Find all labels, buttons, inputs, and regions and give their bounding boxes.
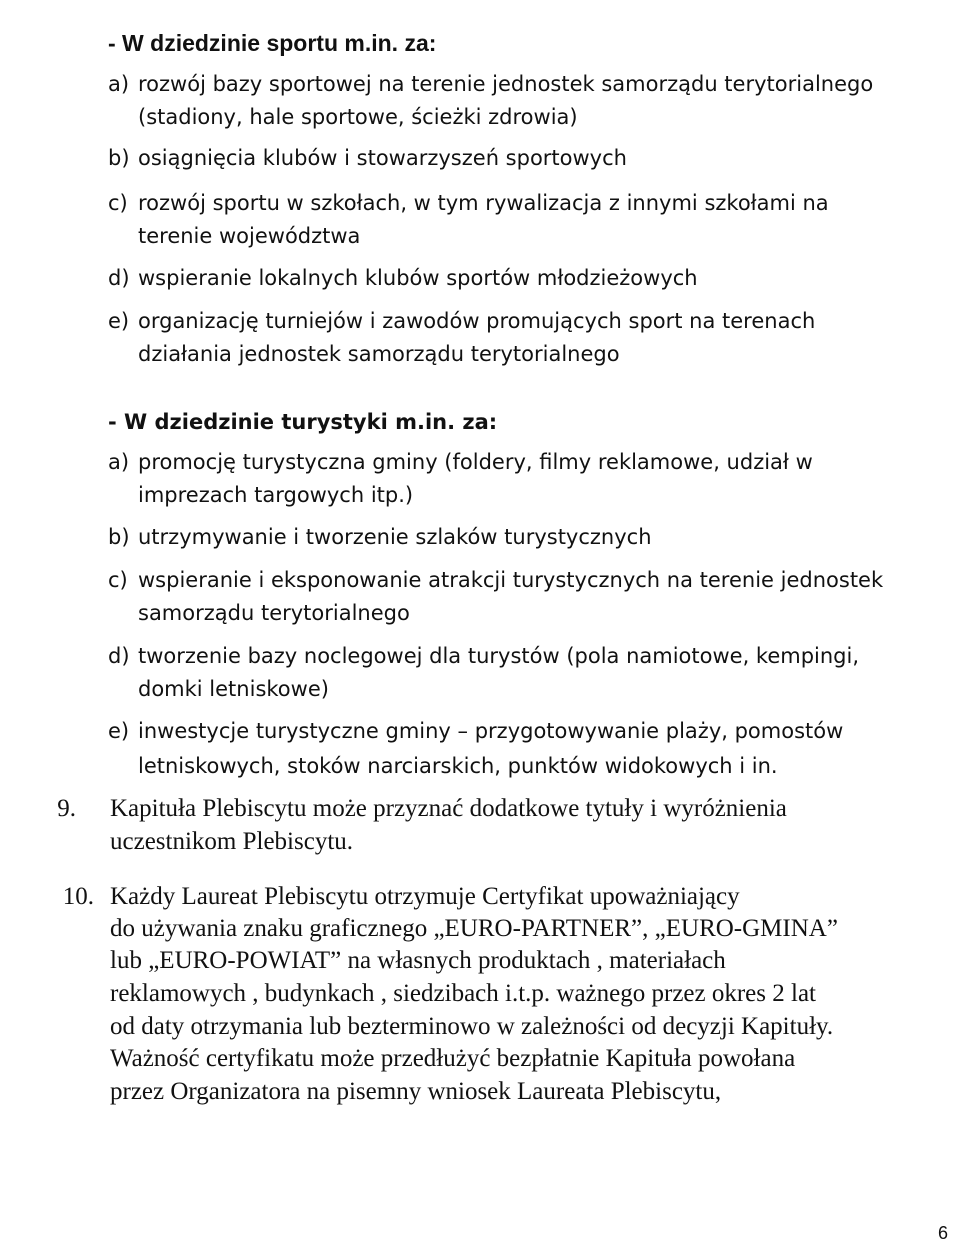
list-label: b) bbox=[108, 146, 130, 170]
point-10-line-2: do używania znaku graficznego „EURO-PARTNER”, „EURO-GMINA” bbox=[110, 915, 838, 942]
sport-item-c-line-2: terenie województwa bbox=[138, 224, 361, 248]
tourism-section-heading: - W dziedzinie turystyki m.in. za: bbox=[108, 410, 498, 434]
tourism-item-e bbox=[108, 715, 940, 748]
sport-section-heading: - W dziedzinie sportu m.in. za: bbox=[108, 30, 437, 56]
tourism-item-a bbox=[108, 446, 940, 479]
tourism-item-c bbox=[108, 564, 940, 597]
list-text: rozwój sportu w szkołach, w tym rywalizacja z innymi szkołami na bbox=[138, 191, 829, 215]
list-label: e) bbox=[108, 309, 130, 333]
sport-item-e bbox=[108, 305, 940, 338]
list-text: tworzenie bazy noclegowej dla turystów (pola namiotowe, kempingi, bbox=[138, 644, 860, 668]
sport-item-b bbox=[108, 142, 940, 175]
tourism-item-a-line-2: imprezach targowych itp.) bbox=[138, 483, 414, 507]
point-10-line-5: od daty otrzymania lub bezterminowo w zależności od decyzji Kapituły. bbox=[110, 1013, 834, 1040]
list-label: c) bbox=[108, 191, 128, 215]
list-label: c) bbox=[108, 568, 128, 592]
list-text: rozwój bazy sportowej na terenie jednostek samorządu terytorialnego bbox=[138, 72, 874, 96]
tourism-item-c-line-2: samorządu terytorialnego bbox=[138, 601, 410, 625]
point-10-line-4: reklamowych , budynkach , siedzibach i.t.p. ważnego przez okres 2 lat bbox=[110, 980, 816, 1007]
tourism-item-d bbox=[108, 640, 940, 673]
point-10-number: 10. bbox=[62, 883, 94, 910]
list-text: osiągnięcia klubów i stowarzyszeń sportowych bbox=[138, 146, 627, 170]
list-text: utrzymywanie i tworzenie szlaków turystycznych bbox=[138, 525, 652, 549]
list-label: e) bbox=[108, 719, 130, 743]
list-text: organizację turniejów i zawodów promujących sport na terenach bbox=[138, 309, 816, 333]
point-10-line-7: przez Organizatora na pisemny wniosek Laureata Plebiscytu, bbox=[110, 1078, 722, 1105]
sport-item-c bbox=[108, 187, 940, 220]
sport-item-a-line-2: (stadiony, hale sportowe, ścieżki zdrowia) bbox=[138, 105, 578, 129]
list-label: d) bbox=[108, 644, 130, 668]
tourism-item-d-line-2: domki letniskowe) bbox=[138, 677, 329, 701]
list-label: a) bbox=[108, 450, 130, 474]
sport-item-e-line-2: działania jednostek samorządu terytorialnego bbox=[138, 342, 620, 366]
point-9-line-2: uczestnikom Plebiscytu. bbox=[110, 828, 354, 855]
point-9-line-1: Kapituła Plebiscytu może przyznać dodatkowe tytuły i wyróżnienia bbox=[110, 795, 787, 822]
list-text: wspieranie i eksponowanie atrakcji turystycznych na terenie jednostek bbox=[138, 568, 884, 592]
tourism-item-b bbox=[108, 521, 940, 554]
sport-item-d bbox=[108, 262, 940, 295]
point-10-line-3: lub „EURO-POWIAT” na własnych produktach , materiałach bbox=[110, 947, 726, 974]
list-label: a) bbox=[108, 72, 130, 96]
point-10-line-6: Ważność certyfikatu może przedłużyć bezpłatnie Kapituła powołana bbox=[110, 1045, 796, 1072]
point-10-line-1: Każdy Laureat Plebiscytu otrzymuje Certyfikat upoważniający bbox=[110, 883, 740, 910]
list-label: d) bbox=[108, 266, 130, 290]
list-text: wspieranie lokalnych klubów sportów młodzieżowych bbox=[138, 266, 698, 290]
point-9-number: 9. bbox=[57, 795, 76, 822]
list-text: inwestycje turystyczne gminy – przygotowywanie plaży, pomostów bbox=[138, 719, 844, 743]
page-number: 6 bbox=[937, 1223, 948, 1243]
sport-item-a bbox=[108, 68, 940, 101]
list-label: b) bbox=[108, 525, 130, 549]
tourism-item-e-line-2: letniskowych, stoków narciarskich, punktów widokowych i in. bbox=[138, 754, 778, 778]
list-text: promocję turystyczna gminy (foldery, filmy reklamowe, udział w bbox=[138, 450, 813, 474]
